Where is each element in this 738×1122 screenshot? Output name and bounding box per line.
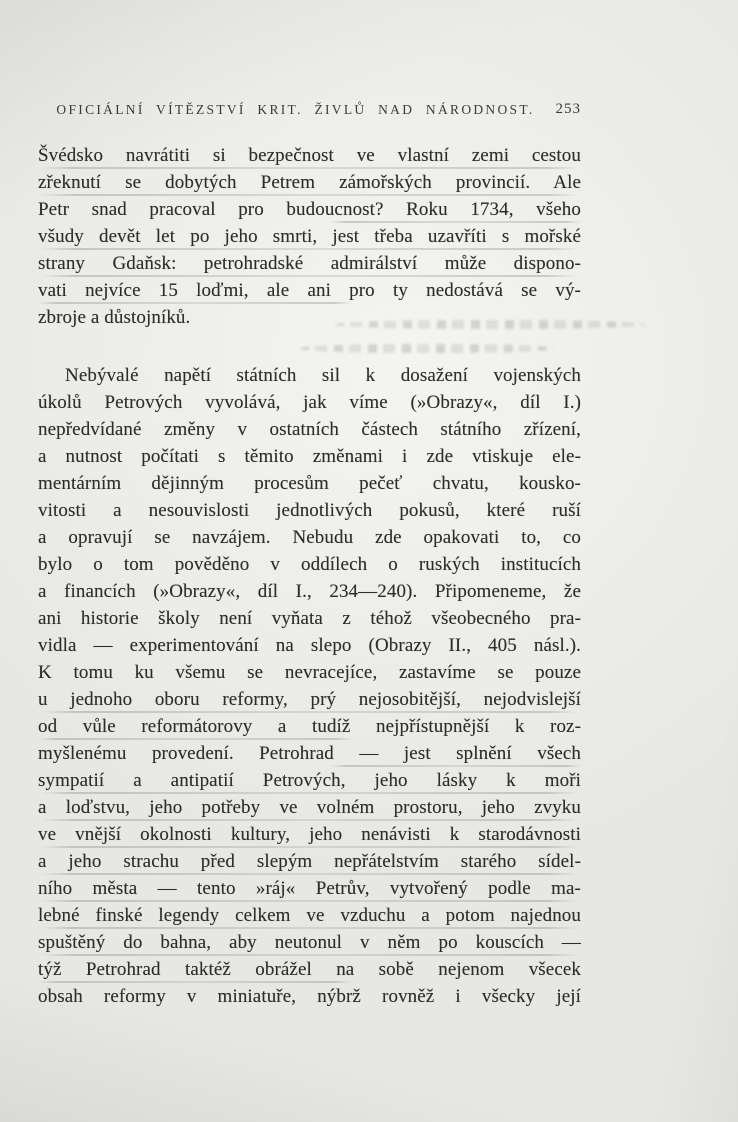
text-line: mentárním dějinným procesům pečeť chvatu, kousko-	[38, 473, 581, 494]
text-line: a opravují se navzájem. Nebudu zde opakovati to, co	[38, 527, 581, 548]
text-line: lebné finské legendy celkem ve vzduchu a potom najednou	[38, 902, 581, 929]
text-line: ani historie školy není vyňata z téhož všeobecného pra-	[38, 608, 581, 629]
text-line: od vůle reformátorovy a tudíž nejpřístupnější k roz-	[38, 713, 581, 740]
text-line: vati nejvíce 15 loďmi, ale ani pro ty nedostává se vý-	[38, 277, 581, 304]
paragraph	[38, 142, 581, 331]
text-line: týž Petrohrad taktéž obrážel na sobě nejenom všecek	[38, 956, 581, 983]
running-title: OFICIÁLNÍ VÍTĚZSTVÍ KRIT. ŽIVLŮ NAD NÁRODNOST.	[56, 102, 535, 117]
text-line: zřeknutí se dobytých Petrem zámořských provincií. Ale	[38, 169, 581, 196]
text-line: bylo o tom pověděno v oddílech o ruských institucích	[38, 554, 581, 575]
text-line: nepředvídané změny v ostatních částech státního zřízení,	[38, 419, 581, 440]
text-line: vitosti a nesouvislosti jednotlivých pokusů, které ruší	[38, 500, 581, 521]
text-line: a loďstvu, jeho potřeby ve volném prostoru, jeho zvyku	[38, 794, 581, 821]
text-line: a nutnost počítati s těmito změnami i zde vtiskuje ele-	[38, 446, 581, 467]
text-line: Nebývalé napětí státních sil k dosažení vojenských	[65, 365, 581, 386]
text-line: Petr snad pracoval pro budoucnost? Roku 1734, všeho	[38, 196, 581, 223]
text-line: spuštěný do bahna, aby neutonul v něm po kouscích —	[38, 929, 581, 956]
text-line: ve vnější okolnosti kultury, jeho nenávisti k starodávnosti	[38, 821, 581, 848]
text-line: sympatií a antipatií Petrových, jeho lásky k moři	[38, 767, 581, 794]
page-number: 253	[555, 101, 581, 117]
text-line: a jeho strachu před slepým nepřátelstvím starého sídel-	[38, 848, 581, 875]
text-line: obsah reformy v miniatuře, nýbrž rovněž i všecky její	[38, 986, 581, 1007]
text-line: zbroje a důstojníků.	[38, 307, 191, 328]
text-line: u jednoho oboru reformy, prý nejosobitější, nejodvislejší	[38, 686, 581, 713]
text-line: a financích (»Obrazy«, díl I., 234—240). Připomeneme, že	[38, 581, 581, 602]
page-header	[38, 102, 581, 122]
text-line: myšlenému provedení. Petrohrad — jest splnění všech	[38, 740, 581, 767]
body-text	[38, 142, 581, 1010]
text-line: strany Gdaňsk: petrohradské admirálství může dispono-	[38, 250, 581, 277]
text-line: všudy devět let po jeho smrti, jest třeba uzavříti s mořské	[38, 223, 581, 250]
text-line: vidla — experimentování na slepo (Obrazy II., 405 násl.).	[38, 635, 581, 656]
text-line: Švédsko navrátiti si bezpečnost ve vlastní zemi cestou	[38, 142, 581, 169]
text-line: K tomu ku všemu se nevracejíce, zastavíme se pouze	[38, 662, 581, 683]
text-line: úkolů Petrových vyvolává, jak víme (»Obrazy«, díl I.)	[38, 392, 581, 413]
text-line: ního města — tento »ráj« Petrův, vytvořený podle ma-	[38, 875, 581, 902]
paragraph	[38, 362, 581, 1010]
